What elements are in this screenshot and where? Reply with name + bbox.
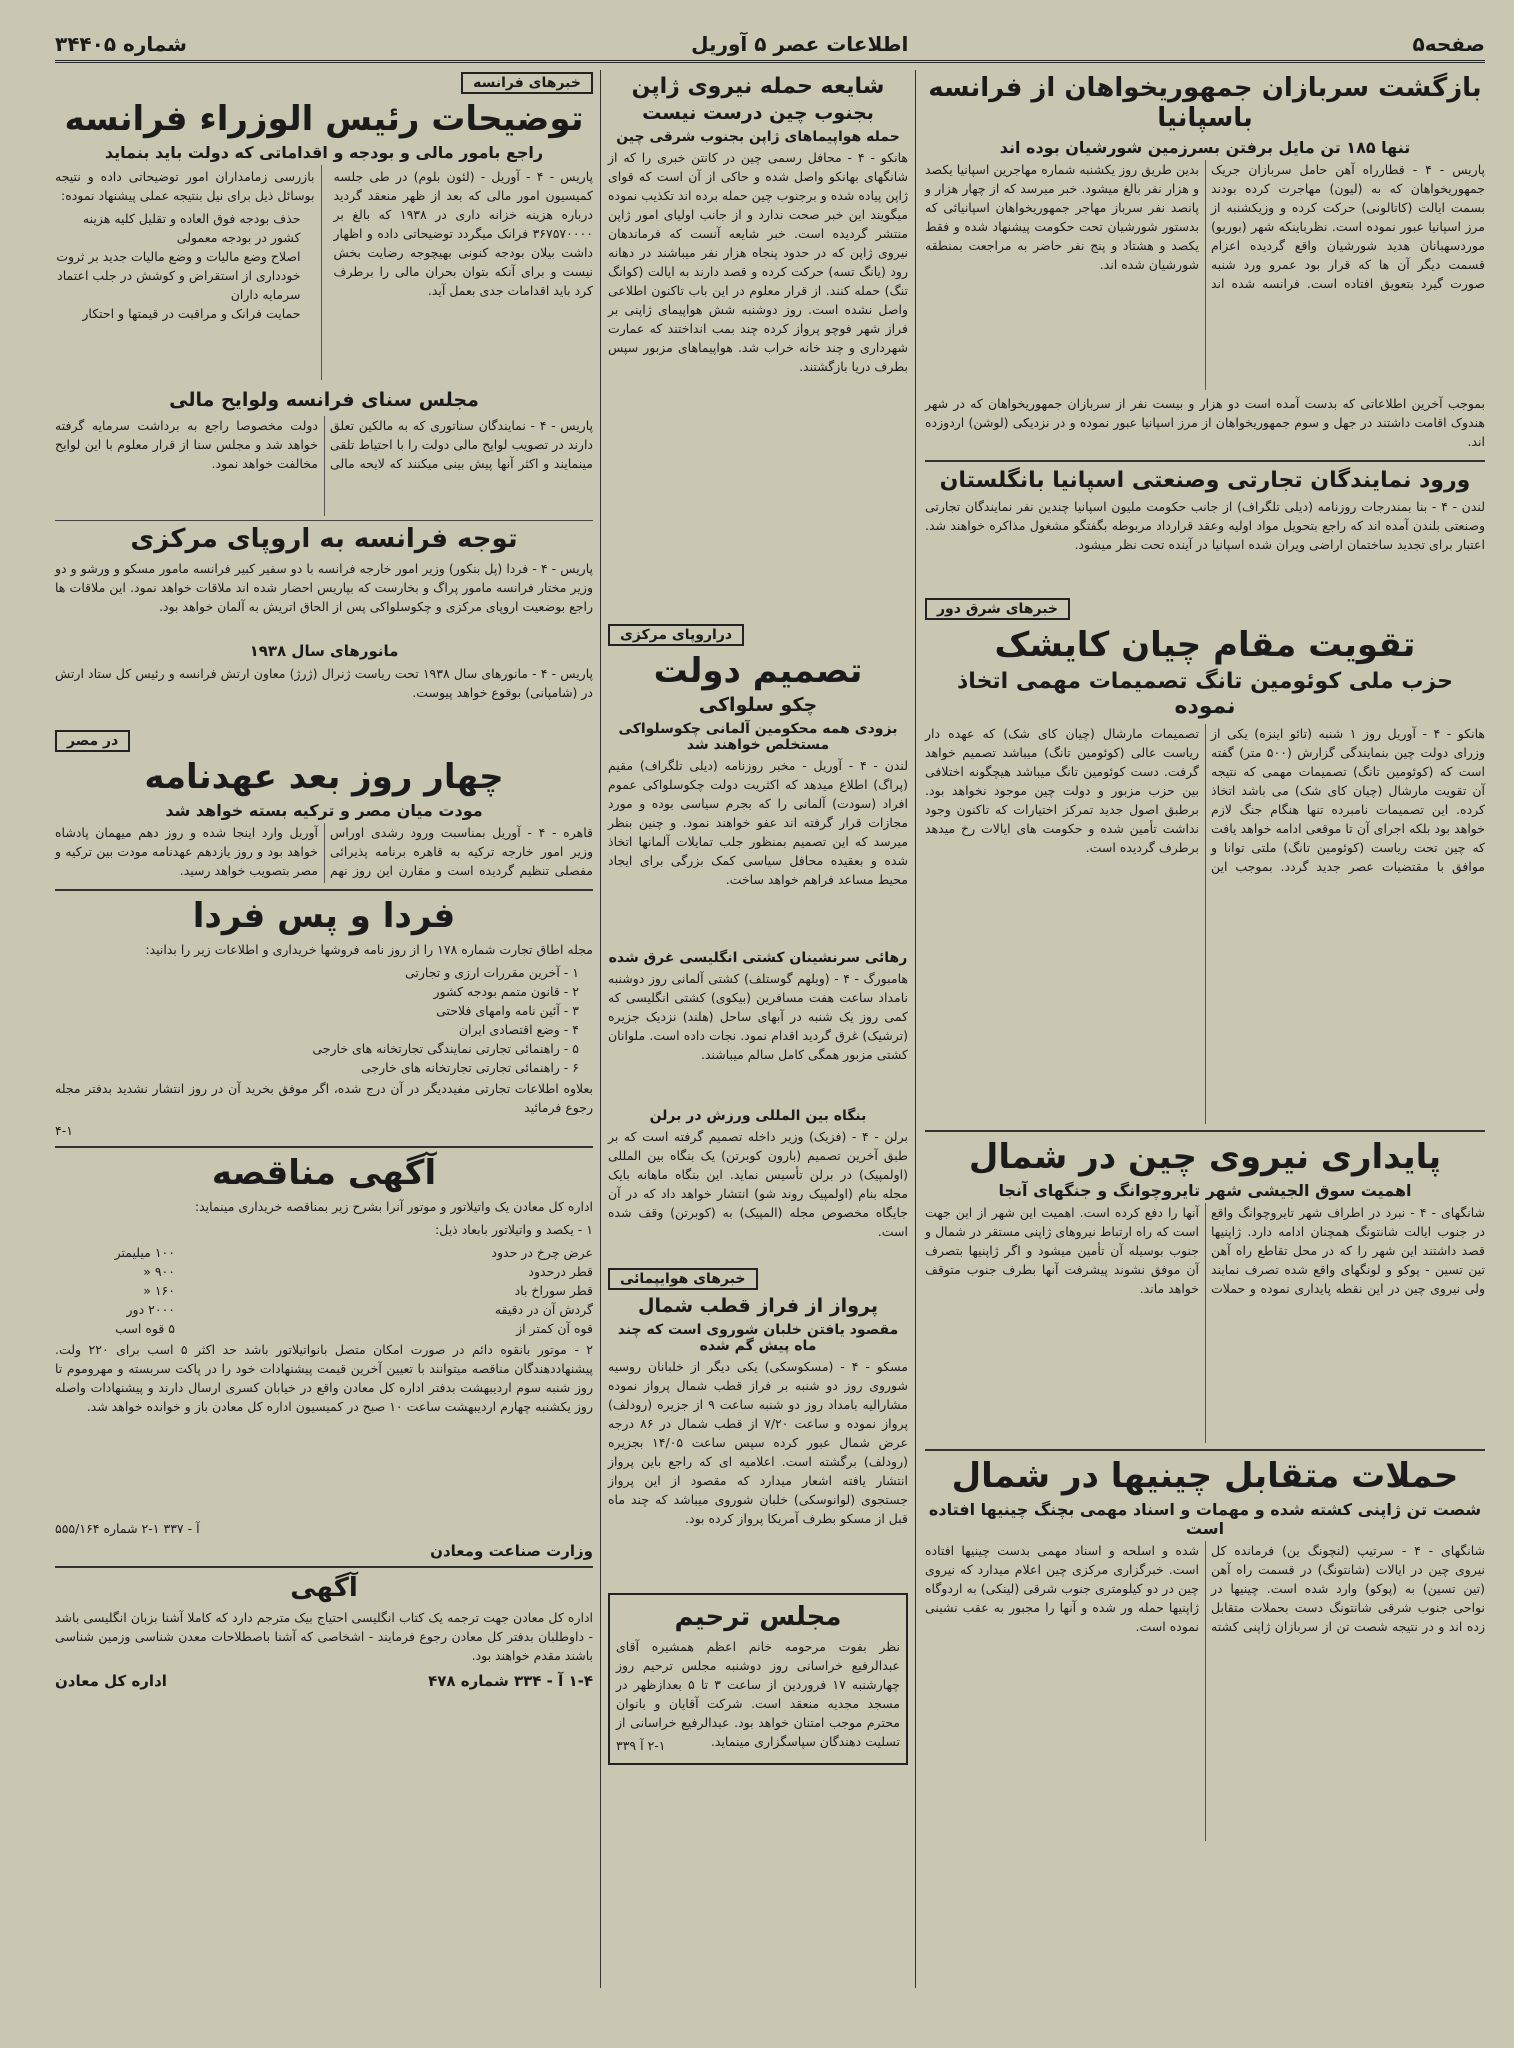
ad-signer: اداره کل معادن [55,1672,167,1691]
spec-label: قطر سوراخ باد [514,1283,593,1299]
page-number: صفحه۵ [1412,32,1485,56]
fareast-tag: خبرهای شرق دور [925,598,1070,620]
farda-note: بعلاوه اطلاعات تجارتی مفیددیگر در آن درج شده، اگر موفق بخرید آن در روز انتشار نشدید بدفتر مجله رجوع فرمائید [55,1081,593,1116]
attack-subheadline: شصت تن ژاپنی کشته شده و مهمات و اسناد مهمی بچنگ چینیها افتاده است [928,1499,1482,1538]
spain-subheadline: تنها ۱۸۵ تن مایل برفتن بسرزمین شورشیان بوده اند [999,137,1411,157]
trade-article: لندن - ۴ - بنا بمندرجات روزنامه (دیلی تلگراف) از جانب حکومت ملیون اسپانیا چندین نفر نمایندگان تجارتی وصنعتی بلندن آمده اند که راجع بتحویل مواد اولیه وعقد قرارداد مربوطه بگفتگو مشغول مذاکره خواهند شد. اعتبار برای تجدید ساختمان اراضی ویران شده اسپانیا در آینده تحت نظر میشود. [925,499,1485,553]
france-list-intro: بازرسی زمامداران امور توضیحاتی داده و نتیجه بوسائل ذیل برای نیل بنتیجه عملی پیشنهاد نموده: [55,169,315,204]
farda-intro: مجله اطاق تجارت شماره ۱۷۸ را از روز نامه فروشها خریداری و اطلاعات زیر را بدانید: [145,942,593,958]
list-item: ۲ - قانون متمم بودجه کشور [433,984,579,1000]
rescue-headline: رهائی سرنشینان کشتی انگلیسی غرق شده [608,950,908,967]
senate-article: پاریس - ۴ - نمایندگان سناتوری که به مالکین تعلق دارند در تصویب لوایح مالی دولت را با احتیاط تلقی مینمایند و اکثر آنها پیش بینی میکنند که لایحه مالی دولت مخصوصا راجع به برداشت سرمایه گرفته خواهد شد و مجلس سنا از قرار معلوم با این لوایح مخالفت خواهد نمود. [55,417,593,471]
france-headline: توضیحات رئیس الوزراء فرانسه [64,99,584,139]
japan-headline: شایعه حمله نیروی ژاپن [631,74,885,99]
north-article: شانگهای - ۴ - نبرد در اطراف شهر تایروچوانگ واقع در جنوب ایالت شانتونگ همچنان ادامه دارد. ژاپنیها قصد داشتند این شهر را که در محل تقاطع راه آهن تین تسین - پوکو و لونگهای واقع شده تصرف نمایند ولی نیروی چین در این نقطه پایداری نموده و حملات آنها را دفع کرده است. اهمیت این شهر از این جهت است که راه ارتباط نیروهای ژاپنی مستقر در شمال و جنوب بوسیله آن تأمین میشود و اگر ژاپنیها بتصرف آن موفق نشوند پیشرفت آنها بطرف جنوب متوقف خواهد ماند. [925,1204,1486,1296]
maneuver-article: پاریس - ۴ - مانورهای سال ۱۹۳۸ تحت ریاست ژنرال (ژرژ) معاون ارتش فرانسه و رئیس کل ستاد ارتش در (شامپانی) بوقوع خواهد پیوست. [55,666,593,701]
attack-headline: حملات متقابل چینیها در شمال [951,1455,1459,1496]
france-article: پاریس - ۴ - آوریل - (لئون بلوم) در طی جلسه کمیسیون امور مالی که بعد از ظهر منعقد گردید درباره هزینه خزانه داری در ۱۹۳۸ که بالغ بر ۳۶۷۵۷۰۰۰۰ فرانک میگردد توضیحاتی داده و اظهار داشت بیلان بودجه کنونی بهیچوجه رضایت بخش نیست و برای آنکه بتوان بحران مالی را برطرف کرد باید اقدامات جدی بعمل آید. [333,169,593,299]
column-left [55,70,593,1988]
france-subheadline: راجع بامور مالی و بودجه و اقداماتی که دولت باید بنماید [104,143,544,163]
chiang-subheadline: حزب ملی کوئومین تانگ تصمیمات مهمی اتخاذ نموده [957,669,1453,720]
tender-signer: وزارت صناعت ومعادن [430,1542,593,1561]
column-right [925,70,1485,1988]
tender-article: ۲ - موتور بانقوه دائم در صورت امکان متصل بانواتیلاتور باشد حد اکثر ۵ اسب برای ۲۲۰ ولت. پیشنهاددهندگان مناقصه میتوانند با تعیین آخرین قیمت پیشنهادات خود را در پاکت سربسته و مهروموم تا روز شنبه سوم اردیبهشت بدفتر اداره کل معادن واقع در خیابان کسری ارسال دارند و پیشنهادات واصله روز یکشنبه چهارم اردیبهشت ساعت ۱۰ صبح در کمیسیون اداره کل معادن باز و خوانده خواهد شد. [55,1342,593,1415]
spec-value: ۹۰۰ « [143,1264,175,1280]
flight-subheadline: مقصود یافتن خلبان شوروی است که چند ماه پیش گم شده [617,1321,899,1354]
tender-number: آ - ۳۳۷ ۱-۲ شماره ۵۵۵/۱۶۴ [55,1521,200,1537]
list-item: حذف بودجه فوق العاده و تقلیل کلیه هزینه کشور در بودجه معمولی [82,211,301,246]
maneuver-headline: مانورهای سال ۱۹۳۸ [249,641,399,660]
list-item: ۴ - وضع اقتصادی ایران [458,1022,579,1038]
spec-label: قطر درحدود [528,1264,593,1280]
mourning-text: نظر بفوت مرحومه خانم اعظم همشیره آقای عبدالرفیع خراسانی روز دوشنبه مجلس ترحیم روز چهارشنبه ۱۷ فروردین از ساعت ۳ تا ۵ بعدازظهر در مسجد مجدیه منعقد است. شرکت آقایان و بانوان محترم موجب امتنان خواهد بود. عبدالرفیع خراسانی از تسلیت دهندگان سپاسگزاری مینماید. [616,1638,900,1749]
tender-spec-row [55,1243,593,1338]
mourning-notice [608,1593,908,1765]
spec-value: ۱۶۰ « [143,1283,175,1299]
spec-value: ۵ قوه اسب [115,1321,175,1337]
france-tag: خبرهای فرانسه [461,72,593,94]
japan-subheadline-2: حمله هواپیماهای ژاپن بجنوب شرقی چین [616,129,900,146]
aviation-tag: خبرهای هوایپمائی [608,1268,758,1290]
spec-label: قوه آن کمتر از [516,1321,593,1337]
spec-label: گردش آن در دقیقه [494,1302,593,1318]
spec-value: ۲۰۰۰ دور [126,1302,175,1318]
japan-subheadline: بجنوب چین درست نیست [642,102,874,125]
ad-footer [55,1672,593,1690]
japan-article: هانکو - ۴ - محافل رسمی چین در کانتن خبری را که از شانگهای بهانکو واصل شده و حاکی از آن است که قوای ژاپن پیاده شده و برجنوب چین حمله برده اند تکذیب نموده میگویند این خبر صحت ندارد و از جانب اولیای امور ژاپن منتشر گردیده است. خبر شایعه آنست که فرماندهان نیروی ژاپن که در حدود پنجاه هزار نفر میباشند در دهانه رود (یانگ تسه) حرکت کرده و قصد دارند به ایالت (کوانگ تنگ) حمله کنند. از قرار معلوم در این باب تاکنون اطلاعی واصل نشده است. روز دوشنبه شش هواپیمای ژاپنی بر فراز شهر فوچو پرواز کرده چند بمب انداختند که عمارت شهرداری و چند خانه خراب شد. هواپیماهای مزبور سپس بطرف دریا بازگشتند. [608,150,908,375]
decision-headline: تصمیم دولت [653,651,863,692]
czech-article: لندن - ۴ - آوریل - مخبر روزنامه (دیلی تلگراف) مقیم (پراگ) اطلاع میدهد که اکثریت دولت چکوسلواکی عموم افراد (سودت) آلمانی را که بجرم سیاسی بوده و مورد مجازات قرار گرفته اند عفو خواهند نمود. و چنین بنظر میرسد که این تصمیم بمنظور جلب تمایلات آلمانها اتخاذ شده و بعقیده محافل سیاسی کمک بزرگی برای ایجاد محیط مساعد فراهم خواهد ساخت. [608,758,908,888]
olympic-headline: بنگاه بین المللی ورزش در برلن [649,1108,867,1125]
ad-number: ۱-۴ آ - ۳۳۴ شماره ۴۷۸ [428,1672,593,1691]
list-item: ۵ - راهنمائی تجارتی نمایندگی تجارتخانه های خارجی [312,1041,579,1057]
czech-headline: چکو سلواکی [698,694,818,717]
tender-item: ۱ - یکصد و واتیلاتور بابعاد ذیل: [435,1222,593,1238]
spec-label: عرض چرخ در حدود [491,1245,593,1261]
senate-headline: مجلس سنای فرانسه ولوایح مالی [169,389,479,412]
france-list [55,209,315,323]
column-rule [915,70,916,1988]
treaty-subheadline: مودت میان مصر و ترکیه بسته خواهد شد [165,801,483,821]
masthead [55,28,1485,63]
egypt-tag: در مصر [55,730,130,752]
spec-value: ۱۰۰ میلیمتر [114,1245,175,1261]
mourning-headline: مجلس ترحیم [674,1601,842,1632]
farda-number: ۴-۱ [55,1123,73,1139]
flight-headline: پرواز از فراز قطب شمال [638,1295,878,1318]
mourning-number: ۲-۱ آ ۳۳۹ [616,1737,666,1753]
north-subheadline: اهمیت سوق الجیشی شهر تایروچوانگ و جنگهای آنجا [998,1180,1412,1200]
north-headline: پایداری نیروی چین در شمال [968,1136,1442,1177]
rescue-article: هامبورگ - ۴ - (ویلهم گوستلف) کشتی آلمانی روز دوشنبه نامداد ساعت هفت مسافرین (بیکوی) کشتی انگلیسی که کمی روز یک شنبه در آبهای ساحل (هلند) نزدیک جزیره (ترشیک) غرق گردید اقدام نمود. نجات داده است. ملوانان کشتی مزبور همگی کامل سالم میباشند. [608,971,908,1063]
chiang-article: هانکو - ۴ - آوریل روز ۱ شنبه (تائو اینزه) یکی از وزرای دولت چین بنمایندگی گزارش (۵۰۰ متر) گفته است که (کوئومین تانگ) تصمیمات مهمی که نتیجه آن تقویت مارشال (چیان کای شک) می باشد اتخاذ کرده. این تصمیمات نامبرده تنها هنگام جنگ لازم خواهد بود بلکه اجرای آن تا موقعی ادامه خواهد یافت که چین تحت ریاست (کوئومین تانگ) ملتی توانا و موافق با مقتضیات عصر جدید گردد. بموجب این تصمیمات مارشال (چیان کای شک) که عهده دار ریاست عالی (کوئومین تانگ) میباشد تصمیم خواهد گرفت. دست کوئومین تانگ میباشد هیچگونه اختلافی بین حزب مزبور و دولت چین موجود نخواهد بود. برطبق اصول جدید تمرکز اختیارات که تاکنون وجود نداشت تأمین شده و حکومت های ایالات رخ میدهد برطرف گردیده است. [925,725,1486,874]
central-europe-article: پاریس - ۴ - فردا (پل بنکور) وزیر امور خارجه فرانسه با دو سفیر کبیر فرانسه مامور مسکو و ورشو و دو وزیر مختار فرانسه مامور پراگ و بخارست که بپاریس احضار شده اند ملاقات خواهد نمود. این ملاقات ها راجع بوضعیت اروپای مرکزی و چکوسلواکی پس از الحاق اتریش به آلمان خواهد بود. [55,560,593,614]
treaty-article: قاهره - ۴ - آوریل بمناسبت ورود رشدی اوراس وزیر امور خارجه ترکیه به قاهره برنامه پذیرائی مفصلی تنظیم گردیده است و مقارن این روز نهم آوریل وارد اینجا شده و روز دهم میهمان پادشاه خواهد بود و روز یازدهم عهدنامه مودت بین ترکیه و مصر بتصویب خواهد رسید. [55,825,593,879]
attack-article: شانگهای - ۴ - سرتیپ (لنچونگ ین) فرمانده کل نیروی چین در ایالات (شانتونگ) در قسمت راه آهن (تین تسین) به (پوکو) وارد شده است. چینیها در نواحی جنوب شرقی شانتونگ دست بحملات متقابل زده اند و در نتیجه شصت تن از سربازان ژاپنی کشته شده و اسلحه و اسناد مهمی بدست چینیها افتاده است. خبرگزاری مرکزی چین اعلام میدارد که نیروی چین در دو کیلومتری جنوب شرقی (لینکی) به اردوگاه ژاپنیها حمله ور شده و آنها را مجبور به عقب نشینی نموده است. [925,1542,1485,1634]
farda-list [55,963,593,1077]
list-item: ۶ - راهنمائی تجارتی تجارتخانه های خارجی [361,1060,579,1076]
farda-headline: فردا و پس فردا [192,896,456,937]
ad-headline: آگهی [290,1573,358,1604]
spain-headline: بازگشت سربازان جمهوریخواهان از فرانسه باسپانیا [928,73,1482,133]
france-measures [55,165,322,380]
list-item: ۱ - آخرین مقررات ارزی و تجارتی [404,965,579,981]
tender-intro: اداره کل معادن یک واتیلاتور و موتور آنرا بشرح زیر بمناقصه خریداری مینماید: [194,1199,593,1215]
list-item: خودداری از استقراض و کوشش در جلب اعتماد سرمایه داران [57,268,301,303]
spain-article-more: بموجب آخرین اطلاعاتی که بدست آمده است دو هزار و بیست نفر از سربازان جمهوریخواهان که در شهر هندوک اقامت داشتند در جهل و سوم جمهوریخواهان از مرز اسپانیا عبور نموده و در نزدیکی (لوشن) اردوزده اند. [925,395,1485,449]
europe-tag: دراروپای مرکزی [608,624,744,646]
olympic-article: برلن - ۴ - (فزیک) وزیر داخله تصمیم گرفته است که بر طبق آخرین تصمیم (بارون کوبرتن) یک بنگاه بین المللی (اولمپیک) در برلن تأسیس نماید. این بنگاه ماهانه بایک مجله بنام (اولمپیک روند شو) انتشار خواهد داد که در آن جایگاه مخصوص مجله (المپیک) به (کوبرتن) وقف شده است. [608,1129,908,1240]
chiang-headline: تقویت مقام چیان کایشک [994,625,1416,666]
column-middle [608,70,908,1988]
treaty-headline: چهار روز بعد عهدنامه [144,757,504,798]
ad-article: اداره کل معادن جهت ترجمه یک کتاب انگلیسی احتیاج بیک مترجم دارد که کاملا آشنا بزبان انگلیسی باشد - داوطلبان بدفتر کل معادن رجوع فرمایند - اشخاصی که آشنا باصطلاحات معدن شناسی وزمین شناسی باشند مقدم خواهند بود. [55,1610,593,1664]
tender-signature [55,1542,593,1560]
spain-article: پاریس - ۴ - قطارراه آهن حامل سربازان جریک جمهوریخواهان که به (لیون) مهاجرت کرده بودند بسمت ایالت (کاتالونی) حرکت کرده و وزیکشنبه از مرز اسپانیا عبور نموده است. نظرباینکه شهر (بوربو) موردسهبانان هدید شورشیان واقع گردیده اعزام قسمت دیگر آن ها که قرار بود عمرو ورد شنبه صورت گیرد بتعویق افتاده است. فرانسه شده اند بدین طریق روز یکشنبه شماره مهاجرین اسپانیا یکصد و هزار نفر بالغ میشود. خبر میرسد که از چهار هزار و پانصد نفر سرباز مهاجر جمهوریخواهان اسپانیائی که بدستور شورشیان تحت حکومت پیشنهاد شده و فقط یکصد و هشتاد و پنج نفر حاضر به مراجعت بمنطقه شورشیان شده اند. [925,161,1485,291]
issue-number: شماره ۳۴۴۰۵ [55,32,187,56]
list-item: ۳ - آئین نامه وامهای فلاحتی [436,1003,579,1019]
paper-title: اطلاعات عصر ۵ آوریل [691,32,909,56]
column-rule [600,70,601,1988]
list-item: حمایت فرانک و مراقبت در قیمتها و احتکار [82,306,301,322]
trade-headline: ورود نمایندگان تجارتی وصنعتی اسپانیا بانگلستان [939,467,1471,493]
flight-article: مسکو - ۴ - (مسکوسکی) یکی دیگر از خلبانان روسیه شوروی روز دو شنبه بر فراز قطب شمال پرواز نموده مشارالیه بامداد روز دو شنبه ساعت ۹ از جزیره (رودلف) پرواز نموده و ساعت ۷/۲۰ از قطب شمال در ۸۶ درجه عرض شمال عبور کرده سپس ساعت ۱۴/۰۵ بجزیره (رودلف) برگشته است. اعلامیه ای که راجع باین پرواز انتشار یافته اشعار میدارد که مقصود از این پرواز جستجوی (لوانوسکی) خلبان شوروی میباشد که چند ماه قبل از مسکو بطرف آمریکا پرواز کرده بود. [608,1358,908,1526]
list-item: اصلاح وضع مالیات و وضع مالیات جدید بر ثروت [56,249,301,265]
czech-subheadline: بزودی همه محکومین آلمانی چکوسلواکی مستخلص خواهند شد [618,721,898,754]
central-europe-headline: توجه فرانسه به اروپای مرکزی [130,523,518,554]
tender-headline: آگهی مناقصه [211,1153,437,1194]
